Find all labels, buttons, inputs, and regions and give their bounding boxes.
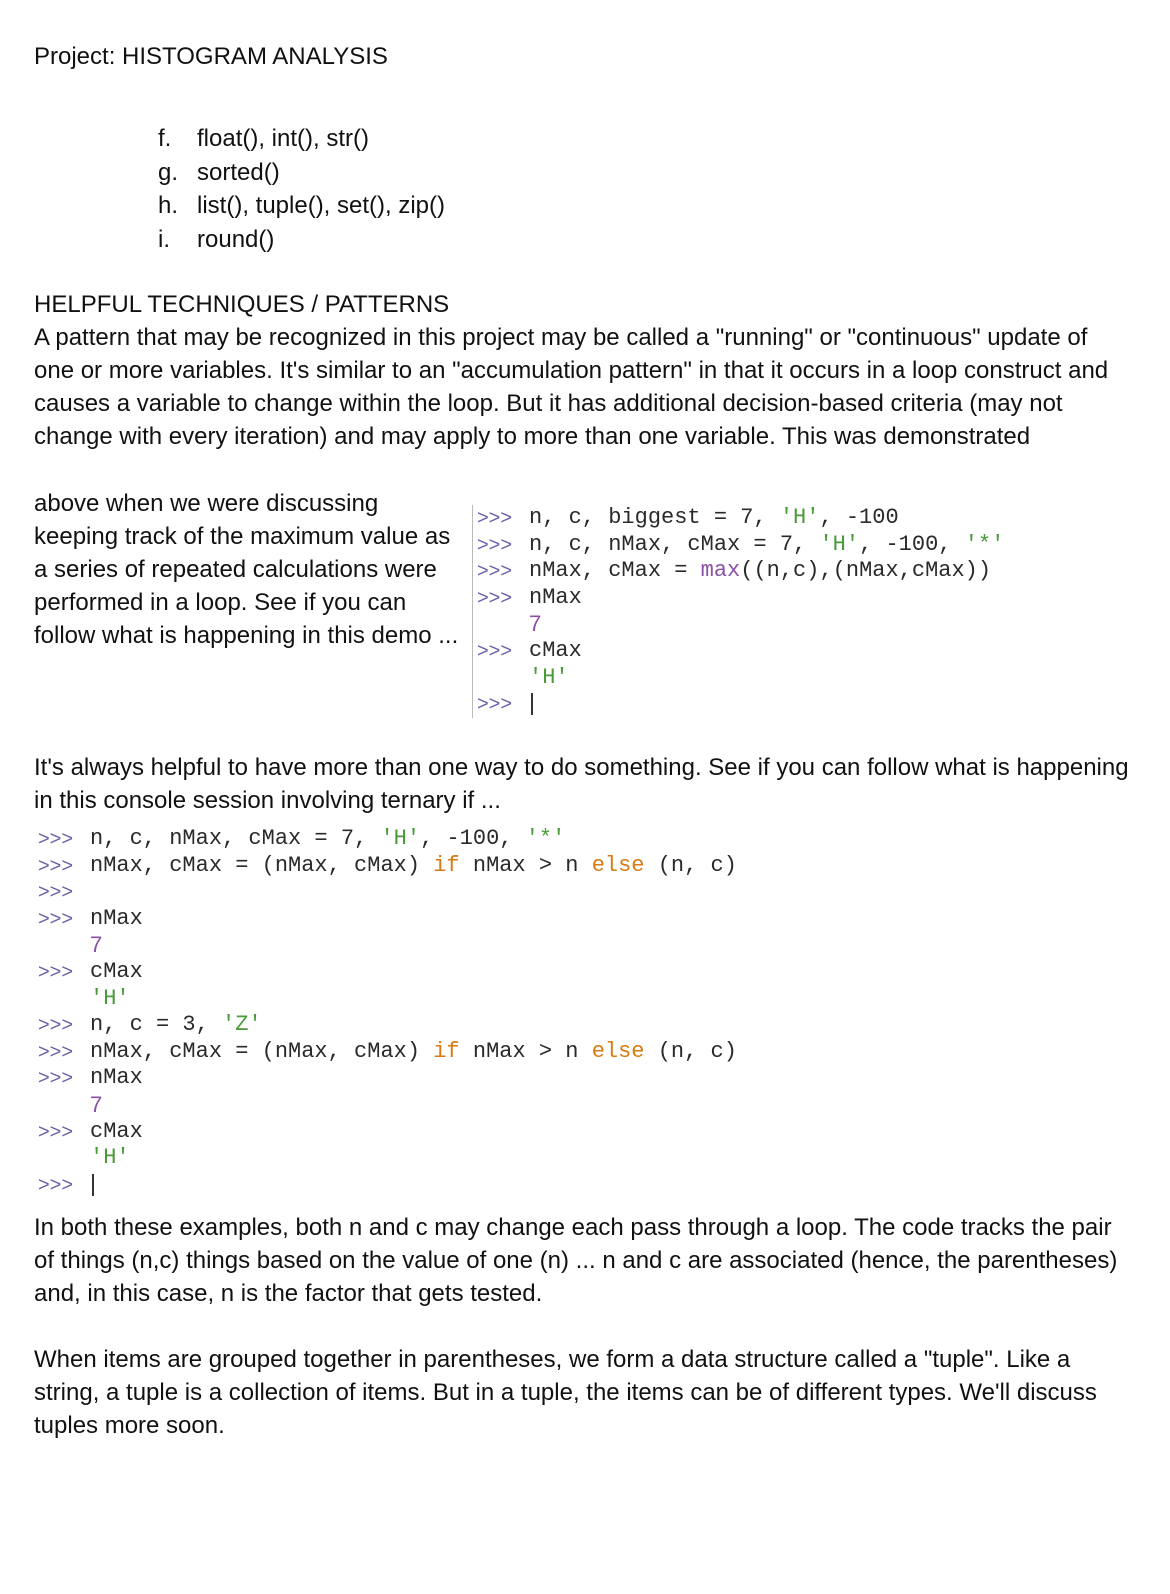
console-prompt: >>> — [477, 586, 513, 609]
console-prompt: >>> — [477, 693, 513, 716]
console-line — [38, 906, 737, 933]
console-string: 'Z' — [222, 1012, 262, 1038]
list-item-letter: h. — [158, 192, 179, 219]
console-string: 'H' — [819, 531, 860, 557]
console-string: '*' — [525, 826, 566, 851]
console-line — [477, 585, 1004, 612]
console-code: , -100, — [859, 531, 965, 557]
console-line — [38, 959, 737, 986]
console-code: cMax — [529, 637, 582, 663]
both-examples-paragraph: In both these examples, both n and c may change each pass through a loop. The code tracks the pair of things (n,c) things based on the value of one (n) ... n and c are associated (hence, the parentheses) and, in this case, n is the factor that gets tested. — [34, 1214, 1118, 1307]
console-prompt: >>> — [38, 1067, 74, 1090]
console-code: nMax > n — [459, 852, 592, 878]
console-prompt: >>> — [38, 881, 74, 904]
console-code: nMax, cMax = (nMax, cMax) — [90, 852, 434, 878]
console-line — [38, 826, 737, 853]
console-code: , -100, — [420, 826, 526, 851]
console-keyword: if — [433, 1038, 460, 1064]
console-keyword: if — [433, 852, 460, 878]
console-string: 'H' — [380, 826, 421, 851]
list-item — [158, 189, 445, 223]
console-prompt: >>> — [38, 1173, 74, 1196]
console-line — [38, 1065, 737, 1092]
console-string: '*' — [964, 531, 1005, 557]
console-code: nMax, cMax = (nMax, cMax) — [90, 1038, 434, 1064]
console-code: cMax — [90, 958, 143, 984]
list-item-letter: f. — [158, 125, 172, 152]
console-line — [477, 558, 1004, 585]
console-output-value: 'H' — [529, 664, 569, 690]
console-line[interactable] — [38, 1172, 737, 1199]
console-keyword: else — [591, 1038, 645, 1064]
list-item-letter: g. — [158, 158, 179, 186]
tuple-paragraph: When items are grouped together in parentheses, we form a data structure called a "tuple". Like a string, a tuple is a collection of items. But in a tuple, the items can be of different types. We'll discuss tuples more soon. — [34, 1346, 1097, 1439]
list-item-text: sorted() — [197, 158, 280, 186]
python-console-max-demo — [472, 505, 1004, 718]
intro-paragraph: A pattern that may be recognized in this project may be called a "running" or "continuous" update of one or more variables. It's similar to an "accumulation pattern" in that it occurs in a loop construct and causes a variable to change within the loop. But it has additional decision-based criteria (may not change with every iteration) and may apply to more than one variable. This was demonstrated — [34, 324, 1109, 450]
console-prompt: >>> — [38, 907, 74, 930]
list-item-letter: i. — [158, 225, 170, 253]
console-code: cMax — [90, 1118, 143, 1144]
console-output — [477, 611, 1004, 638]
console-line — [38, 879, 737, 906]
console-prompt: >>> — [477, 560, 513, 583]
console-prompt: >>> — [38, 1120, 74, 1143]
side-paragraph: above when we were discussing keeping track of the maximum value as a series of repeated calculations were performed in a loop. See if you can follow what is happening in this demo ... — [34, 490, 459, 649]
console-code: nMax, cMax = — [529, 558, 701, 584]
list-item — [158, 122, 445, 156]
list-item — [158, 223, 445, 257]
console-line — [477, 638, 1004, 665]
ternary-paragraph: It's always helpful to have more than one way to do something. See if you can follow what is happening in this console session involving ternary if ... — [34, 754, 1129, 814]
console-code: ((n,c),(nMax,cMax)) — [740, 558, 992, 584]
console-output-value: 7 — [529, 611, 542, 637]
console-code: nMax — [529, 584, 582, 610]
console-builtin: max — [700, 558, 741, 584]
console-line — [477, 532, 1004, 559]
console-prompt: >>> — [38, 960, 74, 983]
console-line — [38, 1119, 737, 1146]
console-code: nMax — [90, 905, 143, 931]
console-code: (n, c) — [644, 852, 737, 878]
console-output — [38, 932, 737, 959]
builtin-function-list — [158, 122, 445, 256]
text-cursor — [92, 1174, 94, 1196]
list-item-text: float(), int(), str() — [197, 125, 369, 152]
console-code: -100 — [845, 505, 899, 530]
console-code: n, c, biggest = 7, — [529, 505, 780, 530]
list-item — [158, 156, 445, 190]
console-prompt: >>> — [477, 639, 513, 662]
console-prompt: >>> — [477, 533, 513, 556]
console-prompt: >>> — [38, 828, 74, 850]
console-prompt: >>> — [38, 1040, 74, 1063]
console-output-value: 'H' — [90, 1145, 130, 1171]
console-line — [38, 1012, 737, 1039]
console-output — [38, 1092, 737, 1119]
python-console-ternary-demo — [38, 826, 737, 1198]
list-item-text: round() — [197, 225, 275, 253]
console-code: (n, c) — [644, 1038, 737, 1064]
console-code: , — [819, 505, 846, 530]
console-code: nMax — [90, 1065, 143, 1091]
console-output-value: 'H' — [90, 985, 130, 1011]
console-prompt: >>> — [38, 1014, 74, 1037]
console-prompt: >>> — [477, 507, 513, 529]
console-output — [38, 1145, 737, 1172]
console-code: n, c = 3, — [90, 1012, 223, 1038]
console-string: 'H' — [779, 505, 820, 530]
console-output — [38, 986, 737, 1013]
console-keyword: else — [591, 852, 645, 878]
console-line — [38, 853, 737, 880]
page-title: Project: HISTOGRAM ANALYSIS — [34, 43, 388, 70]
console-line — [38, 1039, 737, 1066]
section-heading: HELPFUL TECHNIQUES / PATTERNS — [34, 291, 450, 318]
text-cursor — [531, 693, 533, 715]
console-line[interactable] — [477, 691, 1004, 718]
console-code: nMax > n — [459, 1038, 592, 1064]
list-item-text: list(), tuple(), set(), zip() — [197, 192, 446, 219]
console-line — [477, 505, 1004, 532]
console-code: n, c, nMax, cMax = 7, — [529, 531, 820, 557]
console-output — [477, 665, 1004, 692]
console-output-value: 7 — [90, 1091, 103, 1117]
console-prompt: >>> — [38, 854, 74, 877]
console-code: n, c, nMax, cMax = 7, — [90, 826, 381, 851]
console-output-value: 7 — [90, 932, 103, 958]
